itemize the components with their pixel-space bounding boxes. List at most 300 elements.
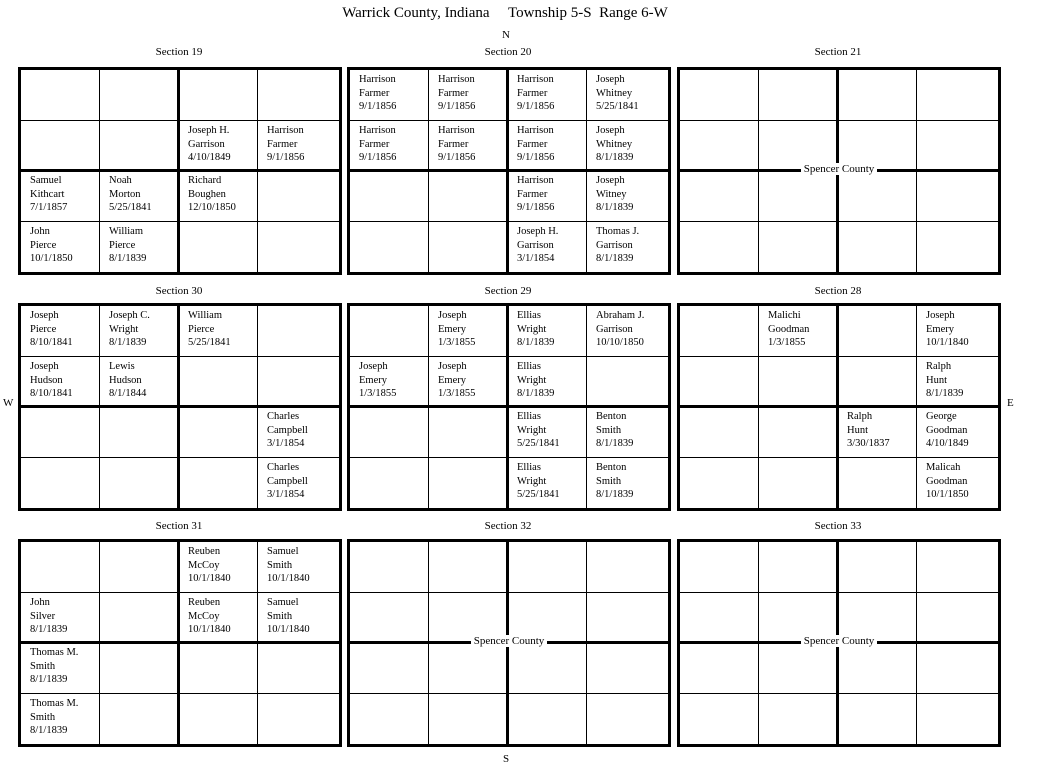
parcel-owner: Samuel	[267, 546, 299, 557]
land-parcel	[179, 171, 257, 222]
land-parcel	[258, 407, 336, 458]
north-label: N	[502, 29, 510, 41]
parcel-owner: Joseph H.	[517, 226, 559, 237]
east-label: E	[1007, 397, 1014, 409]
section-19	[18, 67, 342, 275]
land-parcel	[680, 542, 758, 593]
land-parcel	[100, 458, 178, 509]
land-parcel	[100, 694, 178, 745]
parcel-owner: Joseph	[596, 175, 625, 186]
section-33-label: Section 33	[814, 520, 862, 532]
parcel-owner: John	[30, 597, 50, 608]
land-parcel	[917, 171, 995, 222]
parcel-owner: Whitney	[596, 138, 633, 150]
parcel-owner: Smith	[30, 660, 56, 672]
land-parcel	[258, 542, 336, 593]
parcel-date: 1/3/1855	[768, 337, 806, 348]
land-parcel	[838, 171, 916, 222]
land-parcel	[100, 643, 178, 694]
parcel-date: 9/1/1856	[517, 101, 555, 112]
parcel-date: 10/1/1840	[267, 624, 310, 635]
parcel-owner: Farmer	[267, 138, 298, 150]
parcel-owner: Emery	[926, 323, 954, 335]
land-parcel	[179, 694, 257, 745]
west-label: W	[3, 397, 14, 409]
land-parcel	[258, 306, 336, 357]
section-29	[347, 303, 671, 511]
land-parcel	[429, 121, 507, 172]
parcel-date: 10/1/1840	[926, 337, 969, 348]
parcel-owner: William	[188, 310, 222, 321]
land-parcel	[21, 171, 99, 222]
parcel-owner: Smith	[267, 559, 293, 571]
parcel-owner: Hudson	[30, 374, 63, 386]
parcel-owner: Malichi	[768, 310, 801, 321]
parcel-date: 8/1/1839	[926, 388, 964, 399]
land-parcel	[21, 694, 99, 745]
parcel-owner: Ellias	[517, 411, 541, 422]
section-31-label: Section 31	[155, 520, 203, 532]
parcel-owner: Thomas M.	[30, 647, 79, 658]
parcel-owner: Ellias	[517, 310, 541, 321]
land-parcel	[587, 121, 665, 172]
land-parcel	[759, 542, 837, 593]
land-parcel	[21, 458, 99, 509]
parcel-date: 3/1/1854	[267, 438, 305, 449]
parcel-owner: Thomas J.	[596, 226, 640, 237]
land-parcel	[258, 458, 336, 509]
parcel-owner: Wright	[517, 475, 547, 487]
land-parcel	[21, 357, 99, 408]
land-parcel	[21, 407, 99, 458]
parcel-owner: Joseph	[359, 361, 388, 372]
section-32	[347, 539, 671, 747]
parcel-owner: Farmer	[438, 87, 469, 99]
land-parcel	[429, 407, 507, 458]
land-parcel	[100, 407, 178, 458]
parcel-owner: Harrison	[517, 175, 554, 186]
parcel-owner: Noah	[109, 175, 132, 186]
land-parcel	[917, 306, 995, 357]
parcel-owner: Garrison	[596, 239, 633, 251]
parcel-owner: George	[926, 411, 957, 422]
parcel-owner: Farmer	[517, 188, 548, 200]
land-parcel	[838, 407, 916, 458]
land-parcel	[100, 306, 178, 357]
land-parcel	[838, 458, 916, 509]
land-parcel	[759, 70, 837, 121]
land-parcel	[350, 171, 428, 222]
land-parcel	[917, 407, 995, 458]
land-parcel	[759, 171, 837, 222]
section-21-label: Section 21	[814, 46, 862, 58]
land-parcel	[350, 70, 428, 121]
parcel-date: 8/1/1839	[596, 489, 634, 500]
parcel-owner: Ellias	[517, 462, 541, 473]
parcel-owner: Emery	[359, 374, 387, 386]
parcel-owner: Harrison	[438, 74, 475, 85]
parcel-owner: Wright	[109, 323, 139, 335]
land-parcel	[258, 694, 336, 745]
parcel-date: 8/1/1839	[596, 152, 634, 163]
parcel-owner: Ralph	[926, 361, 952, 372]
land-parcel	[508, 70, 586, 121]
parcel-owner: Harrison	[359, 74, 396, 85]
parcel-owner: Farmer	[438, 138, 469, 150]
parcel-date: 8/1/1839	[109, 337, 147, 348]
land-parcel	[21, 121, 99, 172]
parcel-date: 9/1/1856	[267, 152, 305, 163]
parcel-owner: Smith	[596, 475, 622, 487]
parcel-date: 10/1/1840	[267, 573, 310, 584]
county-label: Spencer County	[680, 163, 998, 175]
parcel-date: 9/1/1856	[438, 152, 476, 163]
land-parcel	[759, 643, 837, 694]
parcel-owner: Garrison	[517, 239, 554, 251]
parcel-date: 9/1/1856	[517, 152, 555, 163]
land-parcel	[21, 70, 99, 121]
parcel-owner: Hudson	[109, 374, 142, 386]
land-parcel	[587, 222, 665, 273]
land-parcel	[838, 694, 916, 745]
parcel-owner: Joseph	[596, 74, 625, 85]
parcel-owner: Joseph	[30, 310, 59, 321]
parcel-owner: Richard	[188, 175, 222, 186]
land-parcel	[258, 70, 336, 121]
land-parcel	[508, 306, 586, 357]
parcel-owner: Harrison	[517, 74, 554, 85]
parcel-owner: Charles	[267, 462, 300, 473]
parcel-owner: Joseph	[926, 310, 955, 321]
land-parcel	[508, 407, 586, 458]
land-parcel	[759, 407, 837, 458]
land-parcel	[100, 542, 178, 593]
land-parcel	[759, 222, 837, 273]
land-parcel	[258, 593, 336, 644]
land-parcel	[429, 222, 507, 273]
parcel-owner: Silver	[30, 610, 56, 622]
parcel-owner: McCoy	[188, 610, 220, 622]
parcel-owner: Whitney	[596, 87, 633, 99]
land-parcel	[429, 694, 507, 745]
parcel-owner: Harrison	[438, 125, 475, 136]
parcel-date: 9/1/1856	[438, 101, 476, 112]
parcel-owner: Hunt	[847, 424, 868, 436]
parcel-date: 10/1/1840	[188, 573, 231, 584]
county-label: Spencer County	[680, 635, 998, 647]
section-31	[18, 539, 342, 747]
parcel-date: 8/10/1841	[30, 388, 73, 399]
parcel-owner: Goodman	[926, 424, 968, 436]
parcel-owner: Campbell	[267, 475, 308, 487]
land-parcel	[838, 643, 916, 694]
land-parcel	[350, 357, 428, 408]
section-32-label: Section 32	[484, 520, 532, 532]
land-parcel	[429, 357, 507, 408]
parcel-owner: Malicah	[926, 462, 961, 473]
land-parcel	[759, 306, 837, 357]
land-parcel	[680, 222, 758, 273]
parcel-owner: McCoy	[188, 559, 220, 571]
land-parcel	[100, 357, 178, 408]
land-parcel	[917, 458, 995, 509]
section-20-label: Section 20	[484, 46, 532, 58]
parcel-owner: Benton	[596, 411, 627, 422]
parcel-owner: Kithcart	[30, 188, 65, 200]
land-parcel	[917, 694, 995, 745]
parcel-owner: Wright	[517, 424, 547, 436]
parcel-date: 8/1/1839	[30, 725, 68, 736]
parcel-owner: Boughen	[188, 188, 226, 200]
land-parcel	[587, 542, 665, 593]
land-parcel	[179, 458, 257, 509]
parcel-date: 9/1/1856	[359, 101, 397, 112]
parcel-owner: Emery	[438, 374, 466, 386]
land-parcel	[680, 643, 758, 694]
parcel-date: 8/1/1839	[596, 438, 634, 449]
parcel-owner: Goodman	[768, 323, 810, 335]
parcel-date: 5/25/1841	[109, 202, 152, 213]
section-28	[677, 303, 1001, 511]
parcel-owner: Samuel	[30, 175, 62, 186]
land-parcel	[917, 643, 995, 694]
land-parcel	[508, 542, 586, 593]
land-parcel	[587, 306, 665, 357]
parcel-date: 5/25/1841	[188, 337, 231, 348]
land-parcel	[100, 70, 178, 121]
land-parcel	[179, 593, 257, 644]
section-30-label: Section 30	[155, 285, 203, 297]
land-parcel	[100, 121, 178, 172]
land-parcel	[680, 70, 758, 121]
parcel-owner: William	[109, 226, 143, 237]
land-parcel	[917, 542, 995, 593]
parcel-date: 8/1/1839	[30, 624, 68, 635]
parcel-date: 5/25/1841	[596, 101, 639, 112]
parcel-owner: Samuel	[267, 597, 299, 608]
land-parcel	[258, 222, 336, 273]
land-parcel	[680, 694, 758, 745]
land-parcel	[350, 643, 428, 694]
land-parcel	[587, 171, 665, 222]
parcel-owner: Lewis	[109, 361, 135, 372]
parcel-owner: Abraham J.	[596, 310, 645, 321]
parcel-owner: Joseph C.	[109, 310, 150, 321]
parcel-date: 8/1/1839	[109, 253, 147, 264]
parcel-owner: Goodman	[926, 475, 968, 487]
land-parcel	[258, 121, 336, 172]
land-parcel	[350, 458, 428, 509]
land-parcel	[429, 643, 507, 694]
parcel-owner: Ellias	[517, 361, 541, 372]
land-parcel	[100, 222, 178, 273]
land-parcel	[508, 643, 586, 694]
parcel-owner: Farmer	[359, 138, 390, 150]
parcel-date: 8/1/1839	[517, 388, 555, 399]
section-20	[347, 67, 671, 275]
parcel-owner: Smith	[596, 424, 622, 436]
parcel-date: 8/1/1839	[596, 253, 634, 264]
land-parcel	[508, 171, 586, 222]
land-parcel	[350, 694, 428, 745]
parcel-date: 3/30/1837	[847, 438, 890, 449]
land-parcel	[587, 694, 665, 745]
parcel-date: 8/1/1839	[30, 674, 68, 685]
parcel-date: 12/10/1850	[188, 202, 236, 213]
parcel-owner: Farmer	[359, 87, 390, 99]
south-label: S	[503, 753, 510, 765]
parcel-owner: Charles	[267, 411, 300, 422]
land-parcel	[587, 407, 665, 458]
land-parcel	[350, 407, 428, 458]
section-29-label: Section 29	[484, 285, 532, 297]
land-parcel	[508, 357, 586, 408]
land-parcel	[100, 593, 178, 644]
parcel-owner: Witney	[596, 188, 627, 200]
parcel-date: 10/1/1850	[30, 253, 73, 264]
parcel-date: 5/25/1841	[517, 438, 560, 449]
land-parcel	[429, 306, 507, 357]
land-parcel	[587, 458, 665, 509]
parcel-owner: Morton	[109, 188, 141, 200]
parcel-owner: Joseph	[30, 361, 59, 372]
parcel-date: 4/10/1849	[926, 438, 969, 449]
land-parcel	[587, 643, 665, 694]
parcel-owner: Smith	[30, 711, 56, 723]
land-parcel	[179, 222, 257, 273]
parcel-date: 8/10/1841	[30, 337, 73, 348]
parcel-owner: Reuben	[188, 597, 221, 608]
parcel-date: 5/25/1841	[517, 489, 560, 500]
land-parcel	[838, 306, 916, 357]
parcel-owner: Benton	[596, 462, 627, 473]
land-parcel	[508, 694, 586, 745]
parcel-date: 8/1/1839	[596, 202, 634, 213]
land-parcel	[838, 357, 916, 408]
land-parcel	[179, 542, 257, 593]
land-parcel	[917, 357, 995, 408]
land-parcel	[917, 222, 995, 273]
land-parcel	[429, 542, 507, 593]
parcel-owner: Reuben	[188, 546, 221, 557]
parcel-owner: Thomas M.	[30, 698, 79, 709]
parcel-date: 7/1/1857	[30, 202, 68, 213]
land-parcel	[179, 306, 257, 357]
land-parcel	[587, 357, 665, 408]
parcel-owner: John	[30, 226, 50, 237]
land-parcel	[179, 121, 257, 172]
parcel-date: 3/1/1854	[267, 489, 305, 500]
parcel-date: 1/3/1855	[438, 388, 476, 399]
section-33	[677, 539, 1001, 747]
land-parcel	[179, 357, 257, 408]
map-title: Warrick County, Indiana Township 5-S Range 6-W	[342, 5, 668, 21]
land-parcel	[350, 222, 428, 273]
land-parcel	[179, 407, 257, 458]
parcel-date: 8/1/1844	[109, 388, 147, 399]
land-parcel	[429, 70, 507, 121]
land-parcel	[759, 694, 837, 745]
parcel-date: 10/1/1840	[188, 624, 231, 635]
section-30	[18, 303, 342, 511]
land-parcel	[21, 222, 99, 273]
land-parcel	[587, 70, 665, 121]
land-parcel	[258, 643, 336, 694]
parcel-date: 3/1/1854	[517, 253, 555, 264]
parcel-date: 1/3/1855	[359, 388, 397, 399]
parcel-owner: Farmer	[517, 138, 548, 150]
parcel-owner: Pierce	[30, 239, 57, 251]
land-parcel	[838, 222, 916, 273]
land-parcel	[838, 542, 916, 593]
land-parcel	[350, 121, 428, 172]
parcel-owner: Garrison	[596, 323, 633, 335]
parcel-owner: Emery	[438, 323, 466, 335]
land-parcel	[680, 306, 758, 357]
parcel-owner: Garrison	[188, 138, 225, 150]
parcel-owner: Wright	[517, 374, 547, 386]
land-parcel	[680, 458, 758, 509]
section-28-label: Section 28	[814, 285, 862, 297]
parcel-owner: Harrison	[359, 125, 396, 136]
land-parcel	[100, 171, 178, 222]
land-parcel	[759, 458, 837, 509]
land-parcel	[21, 542, 99, 593]
parcel-date: 10/1/1850	[926, 489, 969, 500]
land-parcel	[680, 171, 758, 222]
land-parcel	[508, 121, 586, 172]
land-parcel	[258, 357, 336, 408]
parcel-owner: Pierce	[109, 239, 136, 251]
land-parcel	[680, 357, 758, 408]
parcel-owner: Joseph H.	[188, 125, 230, 136]
parcel-owner: Wright	[517, 323, 547, 335]
land-parcel	[508, 222, 586, 273]
parcel-owner: Campbell	[267, 424, 308, 436]
land-parcel	[21, 593, 99, 644]
parcel-owner: Joseph	[438, 310, 467, 321]
parcel-date: 10/10/1850	[596, 337, 644, 348]
land-parcel	[429, 171, 507, 222]
land-parcel	[429, 458, 507, 509]
parcel-date: 4/10/1849	[188, 152, 231, 163]
land-parcel	[21, 643, 99, 694]
parcel-owner: Joseph	[438, 361, 467, 372]
land-parcel	[350, 306, 428, 357]
parcel-owner: Harrison	[267, 125, 304, 136]
parcel-owner: Pierce	[188, 323, 215, 335]
land-parcel	[179, 643, 257, 694]
section-21	[677, 67, 1001, 275]
parcel-owner: Pierce	[30, 323, 57, 335]
parcel-date: 8/1/1839	[517, 337, 555, 348]
parcel-owner: Harrison	[517, 125, 554, 136]
land-parcel	[258, 171, 336, 222]
parcel-owner: Joseph	[596, 125, 625, 136]
parcel-owner: Farmer	[517, 87, 548, 99]
parcel-date: 9/1/1856	[517, 202, 555, 213]
parcel-owner: Smith	[267, 610, 293, 622]
land-parcel	[179, 70, 257, 121]
county-label: Spencer County	[350, 635, 668, 647]
section-19-label: Section 19	[155, 46, 203, 58]
land-parcel	[917, 70, 995, 121]
parcel-owner: Hunt	[926, 374, 947, 386]
parcel-owner: Ralph	[847, 411, 873, 422]
land-parcel	[838, 70, 916, 121]
land-parcel	[680, 407, 758, 458]
parcel-date: 9/1/1856	[359, 152, 397, 163]
